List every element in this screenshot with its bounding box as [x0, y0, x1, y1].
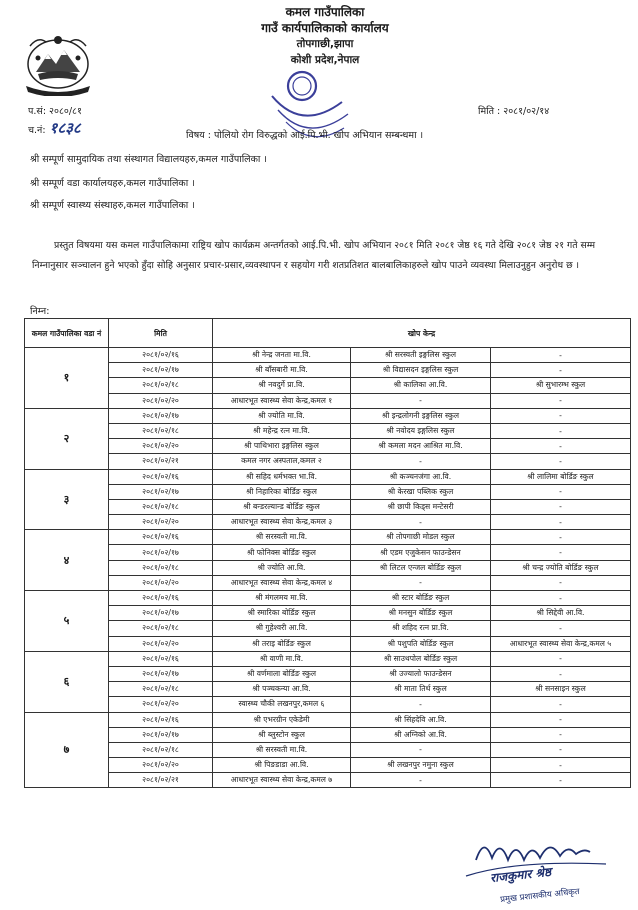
center-cell-1: कमल नगर अस्पताल,कमल २: [213, 454, 351, 469]
center-cell-3: -: [491, 363, 631, 378]
date-cell: २०८१/०२/१६: [109, 469, 213, 484]
date-cell: २०८१/०२/२१: [109, 773, 213, 788]
center-cell-2: श्री कमला मदन आश्रित मा.वि.: [351, 439, 491, 454]
table-row: [25, 651, 631, 666]
table-row: [25, 682, 631, 697]
center-cell-2: -: [351, 773, 491, 788]
date-cell: २०८१/०२/१७: [109, 727, 213, 742]
table-row: [25, 423, 631, 438]
table-row: [25, 621, 631, 636]
center-cell-3: श्री सिद्देवी आ.वि.: [491, 606, 631, 621]
addressee-2: श्री सम्पूर्ण वडा कार्यालयहरु,कमल गाउँपालिका ।: [30, 178, 195, 189]
center-cell-3: -: [491, 530, 631, 545]
date-cell: २०८१/०२/१७: [109, 606, 213, 621]
office-province: कोशी प्रदेश,नेपाल: [290, 54, 360, 66]
center-cell-3: श्री लालिमा बोर्डिङ स्कुल: [491, 469, 631, 484]
center-cell-2: श्री पशुपति बोर्डिङ स्कुल: [351, 636, 491, 651]
center-cell-2: -: [351, 575, 491, 590]
nepal-emblem-icon: [18, 28, 98, 96]
table-row: [25, 363, 631, 378]
center-cell-3: -: [491, 758, 631, 773]
date-cell: २०८१/०२/२०: [109, 697, 213, 712]
date-cell: २०८१/०२/१७: [109, 666, 213, 681]
date-cell: २०८१/०२/१६: [109, 591, 213, 606]
center-cell-1: श्री नवदुर्गे प्रा.वि.: [213, 378, 351, 393]
chalani-label: च.नं:: [28, 125, 46, 136]
date-cell: २०८१/०२/२०: [109, 439, 213, 454]
center-cell-3: -: [491, 727, 631, 742]
center-cell-2: श्री छापी किड्स मन्टेसरी: [351, 499, 491, 514]
ward-number-cell: १: [25, 348, 109, 409]
chalani-number: [28, 118, 81, 138]
center-cell-1: श्री सरस्वती मा.वि.: [213, 742, 351, 757]
table-row: [25, 408, 631, 423]
center-cell-1: स्वास्थ्य चौकी लखनपुर,कमल ६: [213, 697, 351, 712]
table-row: [25, 348, 631, 363]
table-row: [25, 530, 631, 545]
center-cell-2: श्री एडम एजुकेसन फाउन्डेसन: [351, 545, 491, 560]
date-cell: २०८१/०२/१८: [109, 423, 213, 438]
table-row: [25, 758, 631, 773]
date-cell: २०८१/०२/१७: [109, 408, 213, 423]
table-body: [25, 348, 631, 788]
center-cell-2: श्री लिटल एन्जल बोर्डिङ स्कुल: [351, 560, 491, 575]
date-cell: २०८१/०२/२०: [109, 575, 213, 590]
center-cell-1: श्री सरस्वती मा.वि.: [213, 530, 351, 545]
center-cell-2: श्री विद्यासदन इङ्गलिस स्कुल: [351, 363, 491, 378]
center-cell-3: -: [491, 515, 631, 530]
table-row: [25, 773, 631, 788]
table-row: [25, 439, 631, 454]
center-cell-2: श्री मनसुन बोर्डिङ स्कुल: [351, 606, 491, 621]
date-cell: २०८१/०२/१६: [109, 348, 213, 363]
ward-number-cell: ६: [25, 651, 109, 712]
date-cell: २०८१/०२/१६: [109, 530, 213, 545]
center-cell-2: श्री स्टार बोर्डिङ स्कुल: [351, 591, 491, 606]
center-cell-3: -: [491, 423, 631, 438]
center-cell-2: श्री लखनपुर नमुना स्कुल: [351, 758, 491, 773]
date-cell: २०८१/०२/१८: [109, 560, 213, 575]
center-cell-1: श्री ब्लुस्टोन स्कुल: [213, 727, 351, 742]
date-cell: २०८१/०२/२०: [109, 758, 213, 773]
signatory-title: प्रमुख प्रशासकीय अधिकृत: [499, 886, 581, 906]
center-cell-3: श्री सुभारम्भ स्कुल: [491, 378, 631, 393]
center-cell-1: आधारभूत स्वास्थ्य सेवा केन्द्र,कमल १: [213, 393, 351, 408]
center-cell-3: श्री सनसाइन स्कुल: [491, 682, 631, 697]
center-cell-2: श्री साउथपोल बोर्डिङ स्कुल: [351, 651, 491, 666]
center-cell-3: -: [491, 575, 631, 590]
ward-number-cell: २: [25, 408, 109, 469]
center-cell-1: श्री ज्योति मा.वि.: [213, 408, 351, 423]
center-cell-1: श्री पिङडाडा आ.वि.: [213, 758, 351, 773]
table-row: [25, 515, 631, 530]
table-row: [25, 560, 631, 575]
center-cell-1: श्री तराइ बोर्डिङ स्कुल: [213, 636, 351, 651]
center-cell-3: आधारभूत स्वास्थ्य सेवा केन्द्र,कमल ५: [491, 636, 631, 651]
date-cell: २०८१/०२/१७: [109, 363, 213, 378]
date-cell: २०८१/०२/१८: [109, 682, 213, 697]
center-cell-2: -: [351, 454, 491, 469]
center-cell-3: -: [491, 393, 631, 408]
center-cell-3: -: [491, 773, 631, 788]
signatory-name: राजकुमार श्रेष्ठ: [489, 864, 552, 886]
center-cell-3: -: [491, 712, 631, 727]
center-cell-1: श्री ज्योति आ.वि.: [213, 560, 351, 575]
center-cell-1: श्री पञ्चकन्या आ.वि.: [213, 682, 351, 697]
ward-header: कमल गाउँपालिका वडा नं: [25, 319, 109, 348]
center-cell-1: श्री महेन्द्र रत्न मा.वि.: [213, 423, 351, 438]
center-cell-1: आधारभूत स्वास्थ्य सेवा केन्द्र,कमल ३: [213, 515, 351, 530]
center-cell-3: -: [491, 408, 631, 423]
office-stamp-icon: [262, 62, 362, 162]
center-cell-2: श्री तोपगाछी मोडल स्कुल: [351, 530, 491, 545]
center-header: खोप केन्द्र: [213, 319, 631, 348]
letterhead: [190, 4, 460, 68]
ward-number-cell: ३: [25, 469, 109, 530]
table-row: [25, 469, 631, 484]
center-cell-1: श्री पाथिभारा इङ्गलिस स्कुल: [213, 439, 351, 454]
municipality-name: कमल गाउँपालिका: [285, 5, 365, 19]
date-header: मिति: [109, 319, 213, 348]
center-cell-2: श्री केरखा पब्लिक स्कुल: [351, 484, 491, 499]
ward-number-cell: ५: [25, 591, 109, 652]
table-row: [25, 742, 631, 757]
date-cell: २०८१/०२/२०: [109, 393, 213, 408]
table-row: [25, 575, 631, 590]
date-cell: २०८१/०२/२०: [109, 515, 213, 530]
center-cell-2: -: [351, 393, 491, 408]
date-cell: २०८१/०२/१८: [109, 378, 213, 393]
table-row: [25, 545, 631, 560]
center-cell-1: श्री एभरग्रीन एकेडेमी: [213, 712, 351, 727]
center-cell-1: श्री बाँसबारी मा.वि.: [213, 363, 351, 378]
table-row: [25, 499, 631, 514]
table-row: [25, 606, 631, 621]
date-cell: २०८१/०२/१७: [109, 545, 213, 560]
center-cell-2: श्री अग्निको आ.वि.: [351, 727, 491, 742]
addressee-1: श्री सम्पूर्ण सामुदायिक तथा संस्थागत विद्यालयहरु,कमल गाउँपालिका ।: [30, 154, 267, 165]
center-cell-2: श्री कालिका आ.वि.: [351, 378, 491, 393]
addressee-3: श्री सम्पूर्ण स्वास्थ्य संस्थाहरु,कमल गाउँपालिका ।: [30, 200, 195, 211]
center-cell-2: श्री इन्द्रलोगनी इङ्गलिस स्कुल: [351, 408, 491, 423]
date-cell: २०८१/०२/१८: [109, 742, 213, 757]
center-cell-2: -: [351, 697, 491, 712]
letter-body: प्रस्तुत विषयमा यस कमल गाउँपालिकामा राष्ट्रिय खोप कार्यक्रम अन्तर्गतको आई.पि.भी. खोप अभियान २०८१ मिति २०८१ जेष्ठ १६ गते देखि २०८१ जेष्ठ २१ गते सम्म निम्नानुसार सञ्चालन हुने भएको हुँदा सोहि अनुसार प्रचार-प्रसार,व्यवस्थापन र सहयोग गरी शतप्रतिशत बालबालिकाहरुले खोप पाउने व्यवस्था मिलाउनुहुन अनुरोध छ ।: [32, 240, 596, 271]
center-cell-1: श्री सहिद धर्मभक्त भा.वि.: [213, 469, 351, 484]
center-cell-1: श्री बन्डरल्यान्ड बोर्डिङ स्कुल: [213, 499, 351, 514]
letter-date: मिति : २०८१/०२/१४: [478, 106, 550, 117]
center-cell-2: श्री माता तिर्थ स्कुल: [351, 682, 491, 697]
letter-subject: विषय : पोलियो रोग विरुद्धको आई.पि.भी. खोप अभियान सम्बन्धमा ।: [186, 130, 424, 141]
center-cell-1: श्री वर्णमाला बोर्डिङ स्कुल: [213, 666, 351, 681]
center-cell-3: -: [491, 545, 631, 560]
center-cell-1: श्री नेन्द्र जनता मा.वि.: [213, 348, 351, 363]
table-row: [25, 393, 631, 408]
center-cell-3: -: [491, 697, 631, 712]
table-row: [25, 697, 631, 712]
center-cell-2: श्री नवोदय इङ्गलिस स्कुल: [351, 423, 491, 438]
date-cell: २०८१/०२/१७: [109, 484, 213, 499]
center-cell-1: श्री निहारिका बोर्डिङ स्कुल: [213, 484, 351, 499]
schedule-label: निम्न:: [30, 306, 50, 317]
ward-number-cell: ७: [25, 712, 109, 788]
table-row: [25, 591, 631, 606]
center-cell-2: श्री सिंहदेवि आ.वि.: [351, 712, 491, 727]
center-cell-1: आधारभूत स्वास्थ्य सेवा केन्द्र,कमल ४: [213, 575, 351, 590]
table-row: [25, 484, 631, 499]
center-cell-2: -: [351, 515, 491, 530]
office-name: गाउँ कार्यपालिकाको कार्यालय: [261, 21, 389, 35]
vaccination-schedule-table: [24, 318, 631, 788]
center-cell-2: -: [351, 742, 491, 757]
date-cell: २०८१/०२/१८: [109, 621, 213, 636]
center-cell-1: श्री गुहेश्वरी आ.वि.: [213, 621, 351, 636]
date-cell: २०८१/०२/२०: [109, 636, 213, 651]
center-cell-3: -: [491, 484, 631, 499]
center-cell-1: श्री वाणी मा.वि.: [213, 651, 351, 666]
center-cell-3: -: [491, 591, 631, 606]
center-cell-3: -: [491, 742, 631, 757]
patra-sankhya: प.सं: २०८०/८१: [28, 106, 82, 117]
center-cell-1: आधारभूत स्वास्थ्य सेवा केन्द्र,कमल ७: [213, 773, 351, 788]
center-cell-3: -: [491, 439, 631, 454]
center-cell-3: -: [491, 499, 631, 514]
ward-number-cell: ४: [25, 530, 109, 591]
table-row: [25, 636, 631, 651]
center-cell-2: श्री सरस्वती इङ्गलिस स्कुल: [351, 348, 491, 363]
center-cell-3: -: [491, 666, 631, 681]
table-header-row: [25, 319, 631, 348]
center-cell-3: -: [491, 651, 631, 666]
date-cell: २०८१/०२/१८: [109, 499, 213, 514]
center-cell-2: श्री कञ्चनजंगा आ.वि.: [351, 469, 491, 484]
chalani-handwritten-number: १८३८: [49, 119, 81, 137]
table-row: [25, 378, 631, 393]
office-place: तोपगाछी,झापा: [296, 38, 354, 50]
table-row: [25, 666, 631, 681]
center-cell-1: श्री फोनिक्स बोर्डिङ स्कुल: [213, 545, 351, 560]
table-row: [25, 727, 631, 742]
center-cell-2: श्री उज्यालो फाउन्डेसन: [351, 666, 491, 681]
center-cell-3: -: [491, 621, 631, 636]
date-cell: २०८१/०२/२१: [109, 454, 213, 469]
date-cell: २०८१/०२/१६: [109, 651, 213, 666]
center-cell-3: -: [491, 348, 631, 363]
date-cell: २०८१/०२/१६: [109, 712, 213, 727]
center-cell-3: -: [491, 454, 631, 469]
center-cell-2: श्री शहिद रत्न प्रा.वि.: [351, 621, 491, 636]
table-row: [25, 454, 631, 469]
center-cell-3: श्री चन्द्र ज्योति बोर्डिङ स्कुल: [491, 560, 631, 575]
center-cell-1: श्री स्मारिका बोर्डिङ स्कुल: [213, 606, 351, 621]
table-row: [25, 712, 631, 727]
center-cell-1: श्री मंगलमय मा.वि.: [213, 591, 351, 606]
